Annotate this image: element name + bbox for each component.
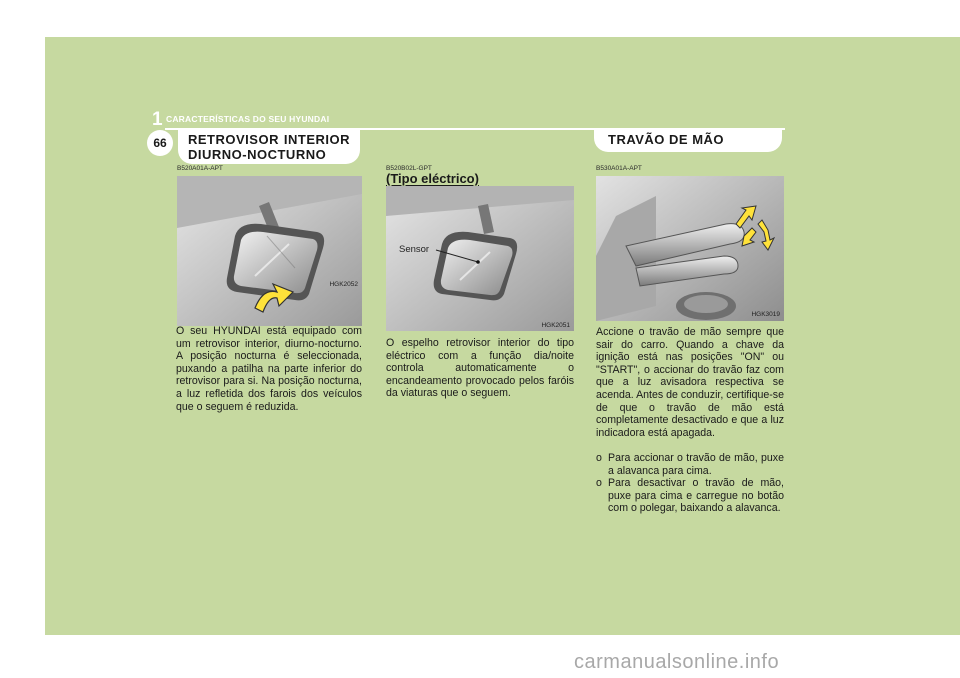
page-number: 66 (147, 130, 173, 156)
subtitle: (Tipo eléctrico) (386, 171, 479, 186)
reference-code: B520A01A-APT (177, 165, 223, 172)
list-item-text: Para accionar o travão de mão, puxe a alavanca para cima. (608, 452, 784, 477)
watermark: carmanualsonline.info (574, 651, 780, 673)
paragraph: O seu HYUNDAI está equipado com um retrovisor interior, diurno-nocturno. A posição nocturna é seleccionada, puxando a patilha na parte inferior do retrovisor para si. Na posição nocturna, a luz refletida dos farois dos veículos que o seguem é reduzida. (176, 325, 362, 413)
list-item-text: Para desactivar o travão de mão, puxe para cima e carregue no botão com o polegar, baixando a alavanca. (608, 477, 784, 515)
sensor-dot-icon (476, 260, 480, 264)
list-item (596, 452, 784, 477)
reference-code: B520B02L-GPT (386, 165, 432, 172)
sensor-callout: Sensor (399, 244, 430, 255)
section-number: 1 (152, 109, 163, 130)
parking-brake-figure (596, 176, 784, 321)
figure-label: HGK2051 (541, 322, 570, 329)
section-title: CARACTERÍSTICAS DO SEU HYUNDAI (166, 114, 330, 124)
parking-brake-illustration (596, 176, 784, 321)
paragraph: O espelho retrovisor interior do tipo eléctrico com a função dia/noite controla automaticamente o encandeamento provocado pelos faróis da viaturas que o seguem. (386, 337, 574, 400)
electric-mirror-figure (386, 186, 574, 331)
electric-mirror-illustration (386, 186, 574, 331)
list-bullet: o (596, 452, 602, 464)
section-heading-parking-brake: TRAVÃO DE MÃO (594, 130, 782, 152)
heading-line-1: RETROVISOR INTERIOR (188, 132, 350, 147)
section-heading-rearview-mirror (178, 130, 360, 164)
paragraph: Accione o travão de mão sempre que sair do carro. Quando a chave da ignição está nas posições "ON" ou "START", o accionar do travão faz com que a luz avisadora respectiva se acenda. Antes de conduzir, certifique-se de que o travão de mão está completamente desactivado e que a luz indicadora está apagada. (596, 326, 784, 439)
list-item (596, 477, 784, 515)
heading-line-2: DIURNO-NOCTURNO (188, 147, 327, 162)
instruction-list (596, 452, 784, 515)
mirror-figure (177, 176, 362, 326)
mirror-illustration (177, 176, 362, 326)
figure-label: HGK2052 (329, 281, 358, 288)
figure-label: HGK3019 (751, 311, 780, 318)
reference-code: B530A01A-APT (596, 165, 642, 172)
list-bullet: o (596, 477, 602, 490)
